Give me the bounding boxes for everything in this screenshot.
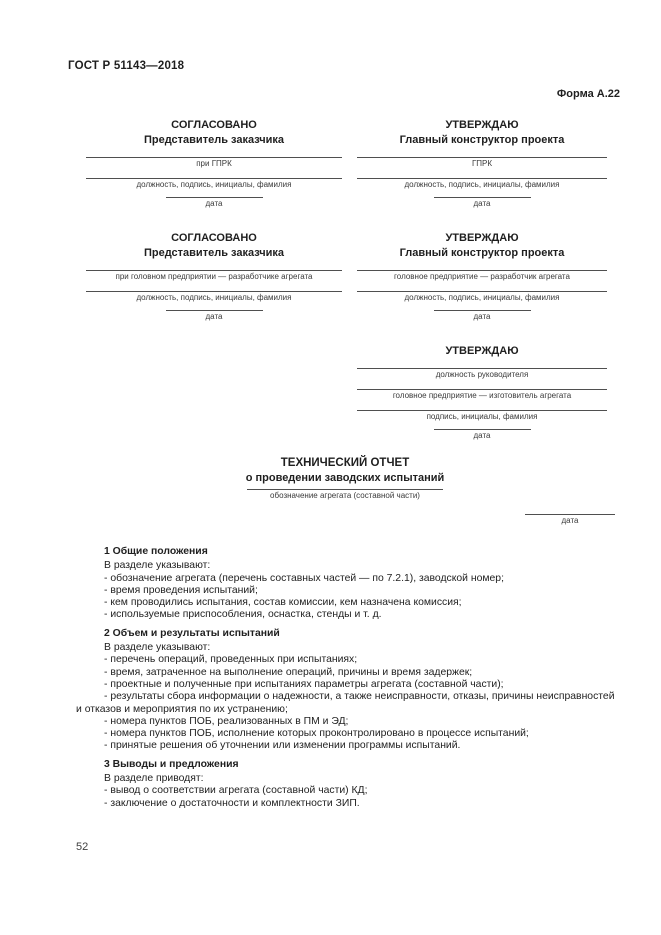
- signature-line: [357, 410, 607, 411]
- signature-line: [357, 368, 607, 369]
- approval-block-approved-2: [357, 231, 607, 322]
- date-field: [357, 310, 607, 322]
- approval-subtitle: Представитель заказчика: [143, 134, 285, 146]
- date-caption: дата: [473, 199, 491, 208]
- approval-block-agreed-1: [86, 118, 342, 209]
- signature-caption: подпись, инициалы, фамилия: [426, 412, 538, 421]
- signature-caption: при головном предприятии — разработчике агрегата: [115, 272, 313, 281]
- list-item: - время проведения испытаний;: [104, 584, 258, 596]
- signature-field: [357, 368, 607, 380]
- signature-field: [357, 270, 607, 282]
- approval-block-agreed-2: [86, 231, 342, 322]
- approval-title: УТВЕРЖДАЮ: [445, 232, 519, 244]
- signature-caption: должность, подпись, инициалы, фамилия: [404, 180, 560, 189]
- signature-line: [357, 157, 607, 158]
- report-title-line2: о проведении заводских испытаний: [245, 472, 445, 484]
- approval-subtitle: Представитель заказчика: [143, 247, 285, 259]
- list-item: - обозначение агрегата (перечень составных частей — по 7.2.1), заводской номер;: [104, 572, 504, 584]
- approval-subtitle: Главный конструктор проекта: [399, 134, 565, 146]
- signature-line: [357, 291, 607, 292]
- signature-line: [357, 178, 607, 179]
- signature-line: [86, 157, 342, 158]
- report-sections: [76, 546, 616, 810]
- approval-title: СОГЛАСОВАНО: [171, 232, 257, 244]
- approval-subtitle: Главный конструктор проекта: [399, 247, 565, 259]
- section-heading-2: 2 Объем и результаты испытаний: [104, 627, 280, 639]
- designation-caption: обозначение агрегата (составной части): [270, 491, 420, 500]
- date-field: [86, 310, 342, 322]
- approval-title: СОГЛАСОВАНО: [171, 119, 257, 131]
- signature-line: [86, 270, 342, 271]
- date-field: [86, 197, 342, 209]
- signature-field: [357, 291, 607, 303]
- date-caption: дата: [473, 312, 491, 321]
- list-item: - номера пунктов ПОБ, реализованных в ПМ и ЭД;: [104, 715, 349, 727]
- signature-caption: должность, подпись, инициалы, фамилия: [136, 293, 292, 302]
- list-item: - кем проводились испытания, состав комиссии, кем назначена комиссия;: [104, 597, 462, 609]
- signature-caption: должность, подпись, инициалы, фамилия: [136, 180, 292, 189]
- signature-caption: ГПРК: [471, 159, 493, 168]
- approval-stamps-area: [86, 118, 607, 463]
- signature-field: [86, 178, 342, 190]
- signature-line: [86, 178, 342, 179]
- form-label: Форма А.22: [556, 88, 620, 100]
- list-item: - перечень операций, проведенных при испытаниях;: [104, 654, 358, 666]
- report-date-line: [525, 514, 615, 515]
- date-caption: дата: [205, 199, 223, 208]
- section-heading-1: 1 Общие положения: [104, 546, 208, 557]
- approval-title: УТВЕРЖДАЮ: [445, 345, 519, 357]
- approvals-left-column: [86, 118, 342, 463]
- signature-field: [86, 157, 342, 169]
- approval-block-approved-1: [357, 118, 607, 209]
- list-item: - номера пунктов ПОБ, исполнение которых проконтролировано в процессе испытаний;: [104, 728, 529, 740]
- list-item: - результаты сбора информации о надежности, а также неисправности, отказы, причины неисправностей и отказов и мероприятия по их устранению;: [76, 691, 615, 715]
- signature-line: [357, 270, 607, 271]
- report-title-line1: ТЕХНИЧЕСКИЙ ОТЧЕТ: [280, 457, 410, 469]
- signature-caption: должность руководителя: [435, 370, 529, 379]
- section-heading-3: 3 Выводы и предложения: [104, 758, 239, 770]
- date-caption: дата: [473, 431, 491, 440]
- report-title-block: [150, 456, 540, 501]
- signature-caption: при ГПРК: [196, 159, 232, 168]
- date-line: [166, 197, 263, 198]
- report-date-caption: дата: [561, 516, 579, 525]
- signature-caption: головное предприятие — разработчик агрегата: [394, 272, 570, 281]
- signature-caption: должность, подпись, инициалы, фамилия: [404, 293, 560, 302]
- approvals-right-column: [357, 118, 607, 463]
- date-line: [166, 310, 263, 311]
- list-item: - используемые приспособления, оснастка, стенды и т. д.: [104, 609, 382, 621]
- signature-line: [86, 291, 342, 292]
- approval-block-approved-3: [357, 344, 607, 441]
- designation-line: [247, 489, 443, 490]
- date-field: [357, 197, 607, 209]
- signature-caption: головное предприятие — изготовитель агрегата: [392, 391, 572, 400]
- section-intro: В разделе указывают:: [104, 642, 211, 654]
- signature-field: [86, 270, 342, 282]
- page-number: 52: [76, 841, 89, 853]
- section-intro: В разделе указывают:: [104, 560, 211, 572]
- list-item: - вывод о соответствии агрегата (составной части) КД;: [104, 785, 368, 797]
- date-line: [434, 310, 531, 311]
- date-field: [357, 429, 607, 441]
- signature-line: [357, 389, 607, 390]
- list-item: - проектные и полученные при испытаниях параметры агрегата (составной части);: [104, 678, 504, 690]
- date-line: [434, 429, 531, 430]
- list-item: - время, затраченное на выполнение операций, причины и время задержек;: [104, 666, 473, 678]
- list-item: - принятые решения об уточнении или изменении программы испытаний.: [104, 740, 461, 752]
- approval-title: УТВЕРЖДАЮ: [445, 119, 519, 131]
- signature-field: [86, 291, 342, 303]
- signature-field: [357, 178, 607, 190]
- signature-field: [357, 410, 607, 422]
- signature-field: [357, 157, 607, 169]
- standard-number: ГОСТ Р 51143—2018: [68, 60, 185, 72]
- date-caption: дата: [205, 312, 223, 321]
- report-date-field: [525, 506, 615, 526]
- section-intro: В разделе приводят:: [104, 773, 204, 785]
- date-line: [434, 197, 531, 198]
- signature-field: [357, 389, 607, 401]
- list-item: - заключение о достаточности и комплектности ЗИП.: [104, 797, 360, 809]
